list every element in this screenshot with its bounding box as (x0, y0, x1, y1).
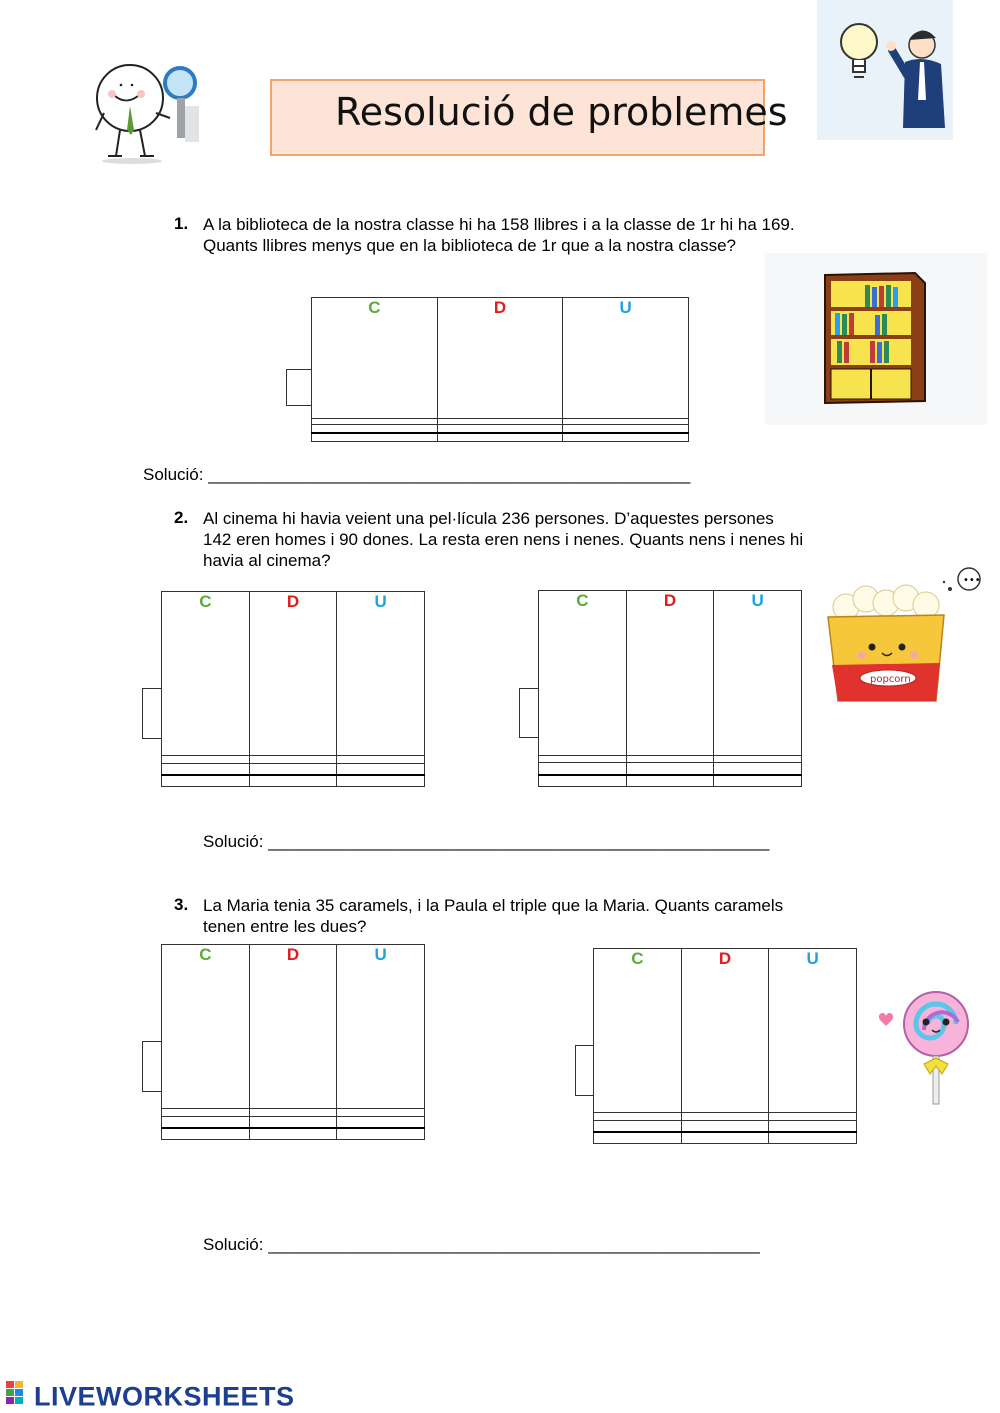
grid-cell[interactable] (162, 755, 250, 763)
problem-3-line-1: La Maria tenia 35 caramels, i la Paula el triple que la Maria. Quants caramels (203, 896, 784, 915)
grid-cell[interactable] (594, 1132, 682, 1144)
problem-1-line-2: Quants llibres menys que en la biblioteca de 1r que a la nostra classe? (203, 236, 736, 255)
grid-cell[interactable] (337, 1128, 425, 1140)
grid-cell[interactable] (337, 763, 425, 775)
grid-cell[interactable] (539, 763, 627, 775)
popcorn-icon (824, 565, 984, 705)
problem-2-line-1: Al cinema hi havia veient una pel·lícula 236 persones. D’aquestes persones (203, 509, 774, 528)
problem-1-number: 1. (174, 214, 189, 233)
header-u: U (714, 591, 802, 756)
grid-cell[interactable] (249, 775, 337, 787)
grid-cell[interactable] (437, 424, 563, 433)
operation-sign-box[interactable] (286, 369, 312, 406)
grid-cell[interactable] (563, 424, 689, 433)
grid-cell[interactable] (249, 1108, 337, 1116)
solution-1-line[interactable]: Solució: ___________________________________________________ (143, 465, 691, 484)
grid-cell[interactable] (162, 763, 250, 775)
grid-cell[interactable] (626, 763, 714, 775)
problem-3-number: 3. (174, 895, 189, 914)
grid-cell[interactable] (769, 1120, 857, 1132)
operation-sign-box[interactable] (142, 1041, 162, 1092)
place-value-grid-3b (593, 948, 857, 1144)
grid-cell[interactable] (626, 775, 714, 787)
header-c: C (162, 945, 250, 1109)
operation-sign-box[interactable] (142, 688, 162, 739)
grid-cell[interactable] (714, 775, 802, 787)
grid-cell[interactable] (312, 424, 438, 433)
grid-cell[interactable] (249, 1128, 337, 1140)
grid-cell[interactable] (681, 1112, 769, 1120)
bookshelf-icon (765, 253, 987, 425)
grid-cell[interactable] (337, 1108, 425, 1116)
place-value-grid-2a (161, 591, 425, 787)
logo-text: LIVEWORKSHEETS (34, 1381, 295, 1412)
grid-cell[interactable] (162, 1116, 250, 1128)
grid-cell[interactable] (539, 775, 627, 787)
grid-cell[interactable] (162, 1108, 250, 1116)
operation-sign-box[interactable] (575, 1045, 594, 1096)
grid-cell[interactable] (337, 755, 425, 763)
grid-cell[interactable] (249, 755, 337, 763)
grid-cell[interactable] (162, 775, 250, 787)
header-d: D (249, 945, 337, 1109)
solution-2-line[interactable]: Solució: _____________________________________________________ (203, 832, 770, 851)
grid-cell[interactable] (337, 1116, 425, 1128)
grid-cell[interactable] (626, 755, 714, 763)
header-d: D (437, 298, 563, 419)
svg-text:•••: ••• (963, 575, 981, 586)
problem-2-line-3: havia al cinema? (203, 551, 331, 570)
grid-cell[interactable] (249, 1116, 337, 1128)
grid-cell[interactable] (594, 1120, 682, 1132)
svg-text:popcorn: popcorn (870, 674, 911, 685)
header-c: C (539, 591, 627, 756)
grid-cell[interactable] (769, 1132, 857, 1144)
place-value-grid-2b (538, 590, 802, 787)
grid-cell[interactable] (162, 1128, 250, 1140)
problem-2-number: 2. (174, 508, 189, 527)
header-u: U (563, 298, 689, 419)
header-d: D (626, 591, 714, 756)
grid-cell[interactable] (437, 433, 563, 442)
problem-2-line-2: 142 eren homes i 90 dones. La resta eren nens i nenes. Quants nens i nenes hi (203, 530, 804, 549)
idea-man-icon (817, 0, 953, 140)
grid-cell[interactable] (681, 1120, 769, 1132)
header-c: C (162, 592, 250, 756)
place-value-grid-3a (161, 944, 425, 1140)
magnifier-character-icon (90, 58, 205, 166)
grid-cell[interactable] (769, 1112, 857, 1120)
header-c: C (594, 949, 682, 1113)
header-u: U (769, 949, 857, 1113)
header-u: U (337, 592, 425, 756)
grid-cell[interactable] (714, 763, 802, 775)
grid-cell[interactable] (594, 1112, 682, 1120)
problem-1-line-1: A la biblioteca de la nostra classe hi ha 158 llibres i a la classe de 1r hi ha 169. (203, 215, 795, 234)
header-u: U (337, 945, 425, 1109)
logo-squares-icon (6, 1381, 32, 1412)
solution-3-line[interactable]: Solució: ____________________________________________________ (203, 1235, 760, 1254)
grid-cell[interactable] (337, 775, 425, 787)
place-value-grid-1 (311, 297, 689, 442)
grid-cell[interactable] (563, 433, 689, 442)
grid-cell[interactable] (681, 1132, 769, 1144)
footer-logo (6, 1380, 295, 1412)
operation-sign-box[interactable] (519, 688, 539, 738)
header-d: D (681, 949, 769, 1113)
grid-cell[interactable] (714, 755, 802, 763)
grid-cell[interactable] (312, 433, 438, 442)
lollipop-icon (872, 988, 982, 1108)
header-c: C (312, 298, 438, 419)
grid-cell[interactable] (539, 755, 627, 763)
problem-3-line-2: tenen entre les dues? (203, 917, 367, 936)
page-title: Resolució de problemes (335, 90, 788, 134)
header-d: D (249, 592, 337, 756)
grid-cell[interactable] (249, 763, 337, 775)
